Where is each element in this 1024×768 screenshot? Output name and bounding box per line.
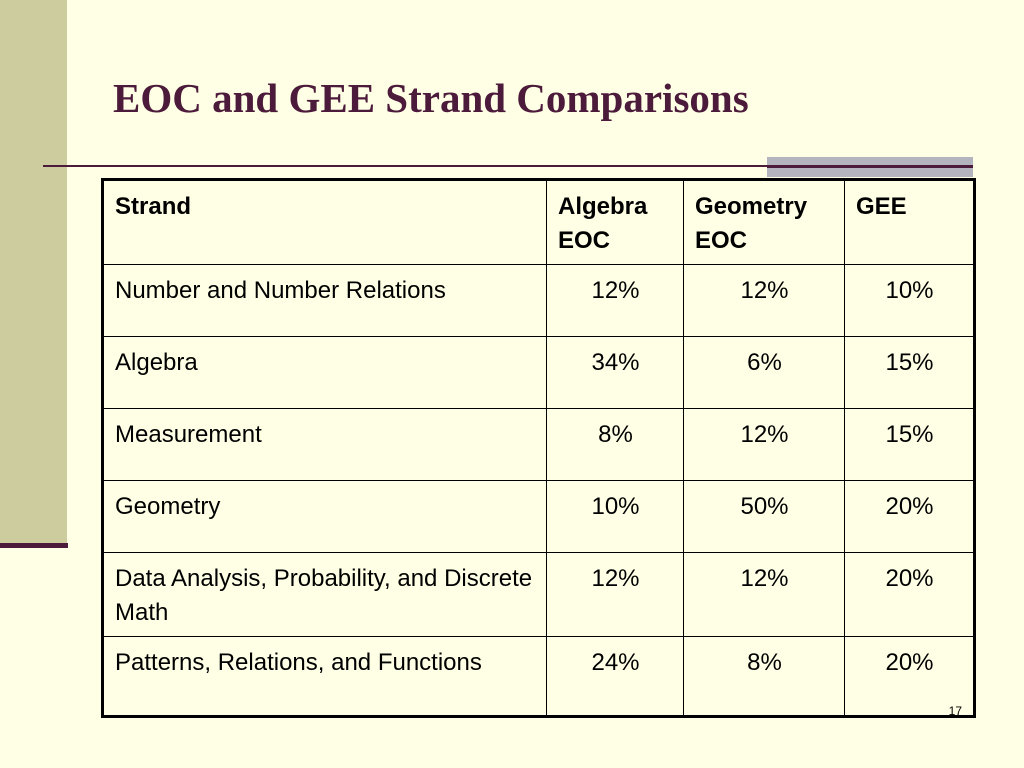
- geometry-eoc-cell: 8%: [684, 637, 845, 717]
- gee-cell: 20%: [845, 553, 975, 637]
- strand-cell: Number and Number Relations: [103, 265, 547, 337]
- header-geometry-eoc: Geometry EOC: [684, 180, 845, 265]
- table-row: [103, 265, 975, 337]
- table-row: [103, 337, 975, 409]
- table-row: [103, 409, 975, 481]
- header-algebra-eoc: Algebra EOC: [547, 180, 684, 265]
- strand-cell: Data Analysis, Probability, and Discrete Math: [103, 553, 547, 637]
- geometry-eoc-cell: 6%: [684, 337, 845, 409]
- algebra-eoc-cell: 12%: [547, 553, 684, 637]
- table-row: [103, 637, 975, 717]
- left-accent-band: [0, 0, 67, 546]
- gee-cell: 20%: [845, 637, 975, 717]
- gee-cell: 15%: [845, 337, 975, 409]
- gee-cell: 15%: [845, 409, 975, 481]
- geometry-eoc-cell: 50%: [684, 481, 845, 553]
- page-number: 17: [948, 704, 962, 718]
- slide-title: EOC and GEE Strand Comparisons: [113, 75, 749, 121]
- header-strand: Strand: [103, 180, 547, 265]
- strand-comparison-table: [101, 178, 976, 718]
- algebra-eoc-cell: 24%: [547, 637, 684, 717]
- header-gee: GEE: [845, 180, 975, 265]
- algebra-eoc-cell: 10%: [547, 481, 684, 553]
- geometry-eoc-cell: 12%: [684, 409, 845, 481]
- left-accent-bar: [0, 543, 68, 548]
- table-row: [103, 481, 975, 553]
- table-row: [103, 553, 975, 637]
- geometry-eoc-cell: 12%: [684, 553, 845, 637]
- geometry-eoc-cell: 12%: [684, 265, 845, 337]
- strand-cell: Measurement: [103, 409, 547, 481]
- strand-cell: Algebra: [103, 337, 547, 409]
- decorative-gray-block-line: [767, 166, 973, 168]
- algebra-eoc-cell: 34%: [547, 337, 684, 409]
- gee-cell: 10%: [845, 265, 975, 337]
- algebra-eoc-cell: 12%: [547, 265, 684, 337]
- strand-cell: Geometry: [103, 481, 547, 553]
- strand-cell: Patterns, Relations, and Functions: [103, 637, 547, 717]
- table-header-row: [103, 180, 975, 265]
- gee-cell: 20%: [845, 481, 975, 553]
- algebra-eoc-cell: 8%: [547, 409, 684, 481]
